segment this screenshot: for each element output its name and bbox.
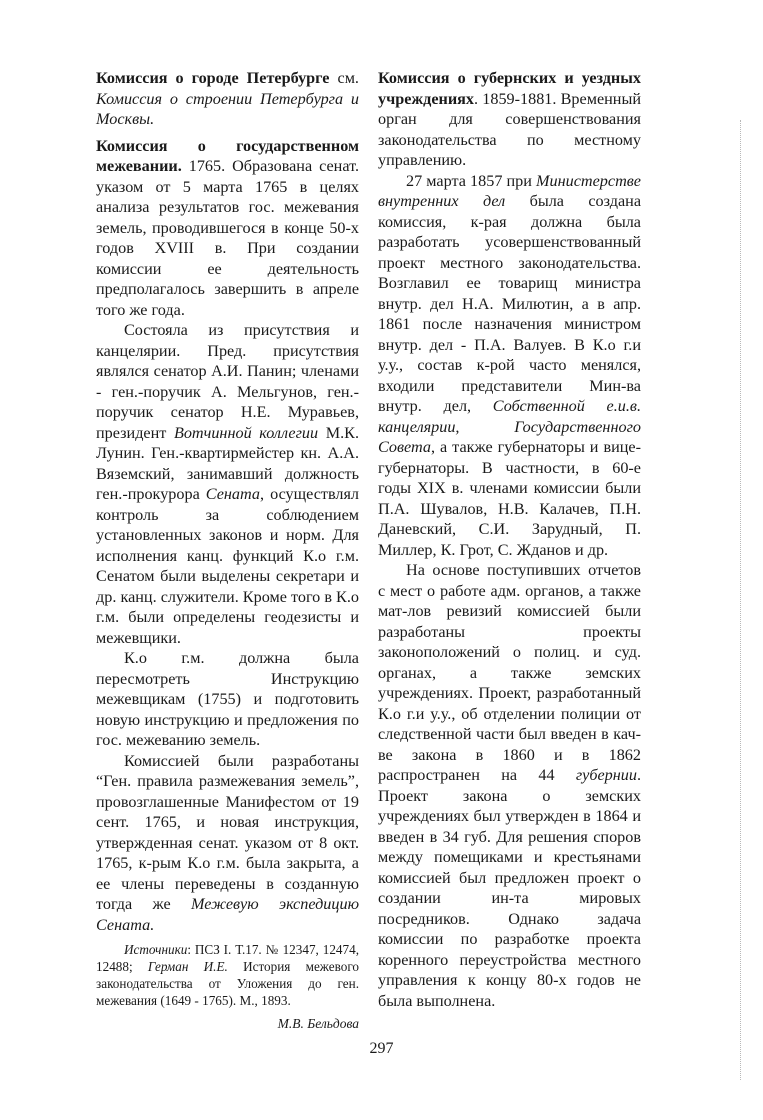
entry-heading: Комиссия о губернских и уездных учреждениях [378, 69, 641, 108]
text-italic: Министерстве внутренних дел [378, 171, 641, 210]
article-author: М.В. Бельдова [277, 1016, 359, 1031]
text: : ПСЗ I. Т.17. № 12347, 12474, 12488; [96, 942, 359, 974]
text-italic: Вотчинной коллегии [173, 423, 319, 442]
text-italic: Сената [205, 485, 260, 503]
entry-mezhevanie [96, 136, 359, 321]
right-column [378, 68, 641, 1011]
paragraph [378, 560, 641, 1011]
see-prefix: см. [329, 69, 359, 87]
text-italic: губернии [575, 766, 637, 784]
entry-petersburg [96, 68, 359, 130]
text: На основе поступивших отчетов с мест о работе адм. органов, а также мат-лов ревизий комиссией были разработаны проекты законоположений о полиц. и суд. органах, а также земских учреждениях. Проект, разработанный К.о г.и у.у., об отделении полиции от следственной части был введен в кач-ве закона в 1860 и в 1862 распространен на 44 [378, 561, 641, 784]
paragraph [378, 171, 641, 561]
paragraph [96, 751, 359, 936]
text: Комиссией были разработаны “Ген. правила размежевания земель”, провозглашенные Манифестом от 19 сент. 1765, и новая инструкция, утвержденная сенат. указом от 8 окт. 1765, к-рым К.о г.м. была закрыта, а ее члены переведены в созданную тогда же [96, 751, 359, 913]
text: , а также губернаторы и вице-губернаторы. В частности, в 60-е годы XIX в. членами комиссии были П.А. Шувалов, Н.В. Калачев, П.Н. Даневский, С.И. Зарудный, П. Миллер, К. Грот, С. Жданов и др. [378, 438, 641, 559]
entry-intro: 1765. Образована сенат. указом от 5 марта 1765 в целях анализа результатов гос. межевания земель, проводившегося в конце 50-х годов XVIII в. При создании комиссии ее деятельность предполагалось завершить в апреле того же года. [96, 157, 359, 319]
text: Состояла из присутствия и канцелярии. Пред. присутствия являлся сенатор А.И. Панин; членами - ген.-поручик А. Мельгунов, ген.-поручик сенатор Н.Е. Муравьев, президент [96, 321, 359, 442]
scan-edge-divider [739, 120, 741, 1080]
entry-gubernskie [378, 68, 641, 171]
text: История межевого законодательства от Уложения до ген. межевания (1649 - 1765). М., 1893. [96, 959, 359, 1008]
sources-label: Источники [124, 942, 188, 957]
entry-heading: Комиссия о городе Петербурге [96, 69, 330, 87]
entry-heading: Комиссия о государственном межевании. [96, 136, 359, 175]
entry-intro: . 1859-1881. Временный орган для совершенствования законодательства по местному управлению. [378, 89, 641, 169]
cross-reference: Комиссия о строении Петербурга и Москвы. [96, 89, 359, 128]
sources [96, 941, 359, 1009]
text-italic: Герман И.Е. [147, 959, 228, 974]
paragraph [96, 320, 359, 648]
paragraph: К.о г.м. должна была пересмотреть Инструкцию межевщикам (1755) и подготовить новую инструкцию и предложения по гос. межеванию земель. [96, 649, 359, 749]
text-italic: Собственной е.и.в. канцелярии, Государственного Совета [378, 397, 642, 456]
text-italic: Межевую экспедицию Сената. [96, 895, 359, 934]
text: . Проект закона о земских учреждениях был утвержден в 1864 и введен в 34 губ. Для решения споров между помещиками и крестьянами комиссией был предложен проект о создании ин-та мировых посредников. Однако задача комиссии по разработке проекта коренного переустройства местного управления к концу 80-х годов не была выполнена. [378, 766, 641, 1010]
text: , осуществлял контроль за соблюдением установленных законов и норм. Для исполнения канц. функций К.о г.м. Сенатом были выделены секретари и др. канц. служители. Кроме того в К.о г.м. были определены геодезисты и межевщики. [96, 485, 359, 647]
text: была создана комиссия, к-рая должна была разработать усовершенствованный проект местного законодательства. Возглавил ее товарищ министра внутр. дел Н.А. Милютин, а в апр. 1861 после назначения министром внутр. дел - П.А. Валуев. В К.о г.и у.у., состав к-рой часто менялся, входили представители Мин-ва внутр. дел, [378, 192, 642, 415]
text: М.К. Лунин. Ген.-квартирмейстер кн. А.А. Вяземский, занимавший должность ген.-прокурора [96, 423, 359, 503]
page-number: 297 [369, 1040, 394, 1057]
left-column [96, 68, 359, 1035]
text: 27 марта 1857 при [406, 171, 537, 190]
